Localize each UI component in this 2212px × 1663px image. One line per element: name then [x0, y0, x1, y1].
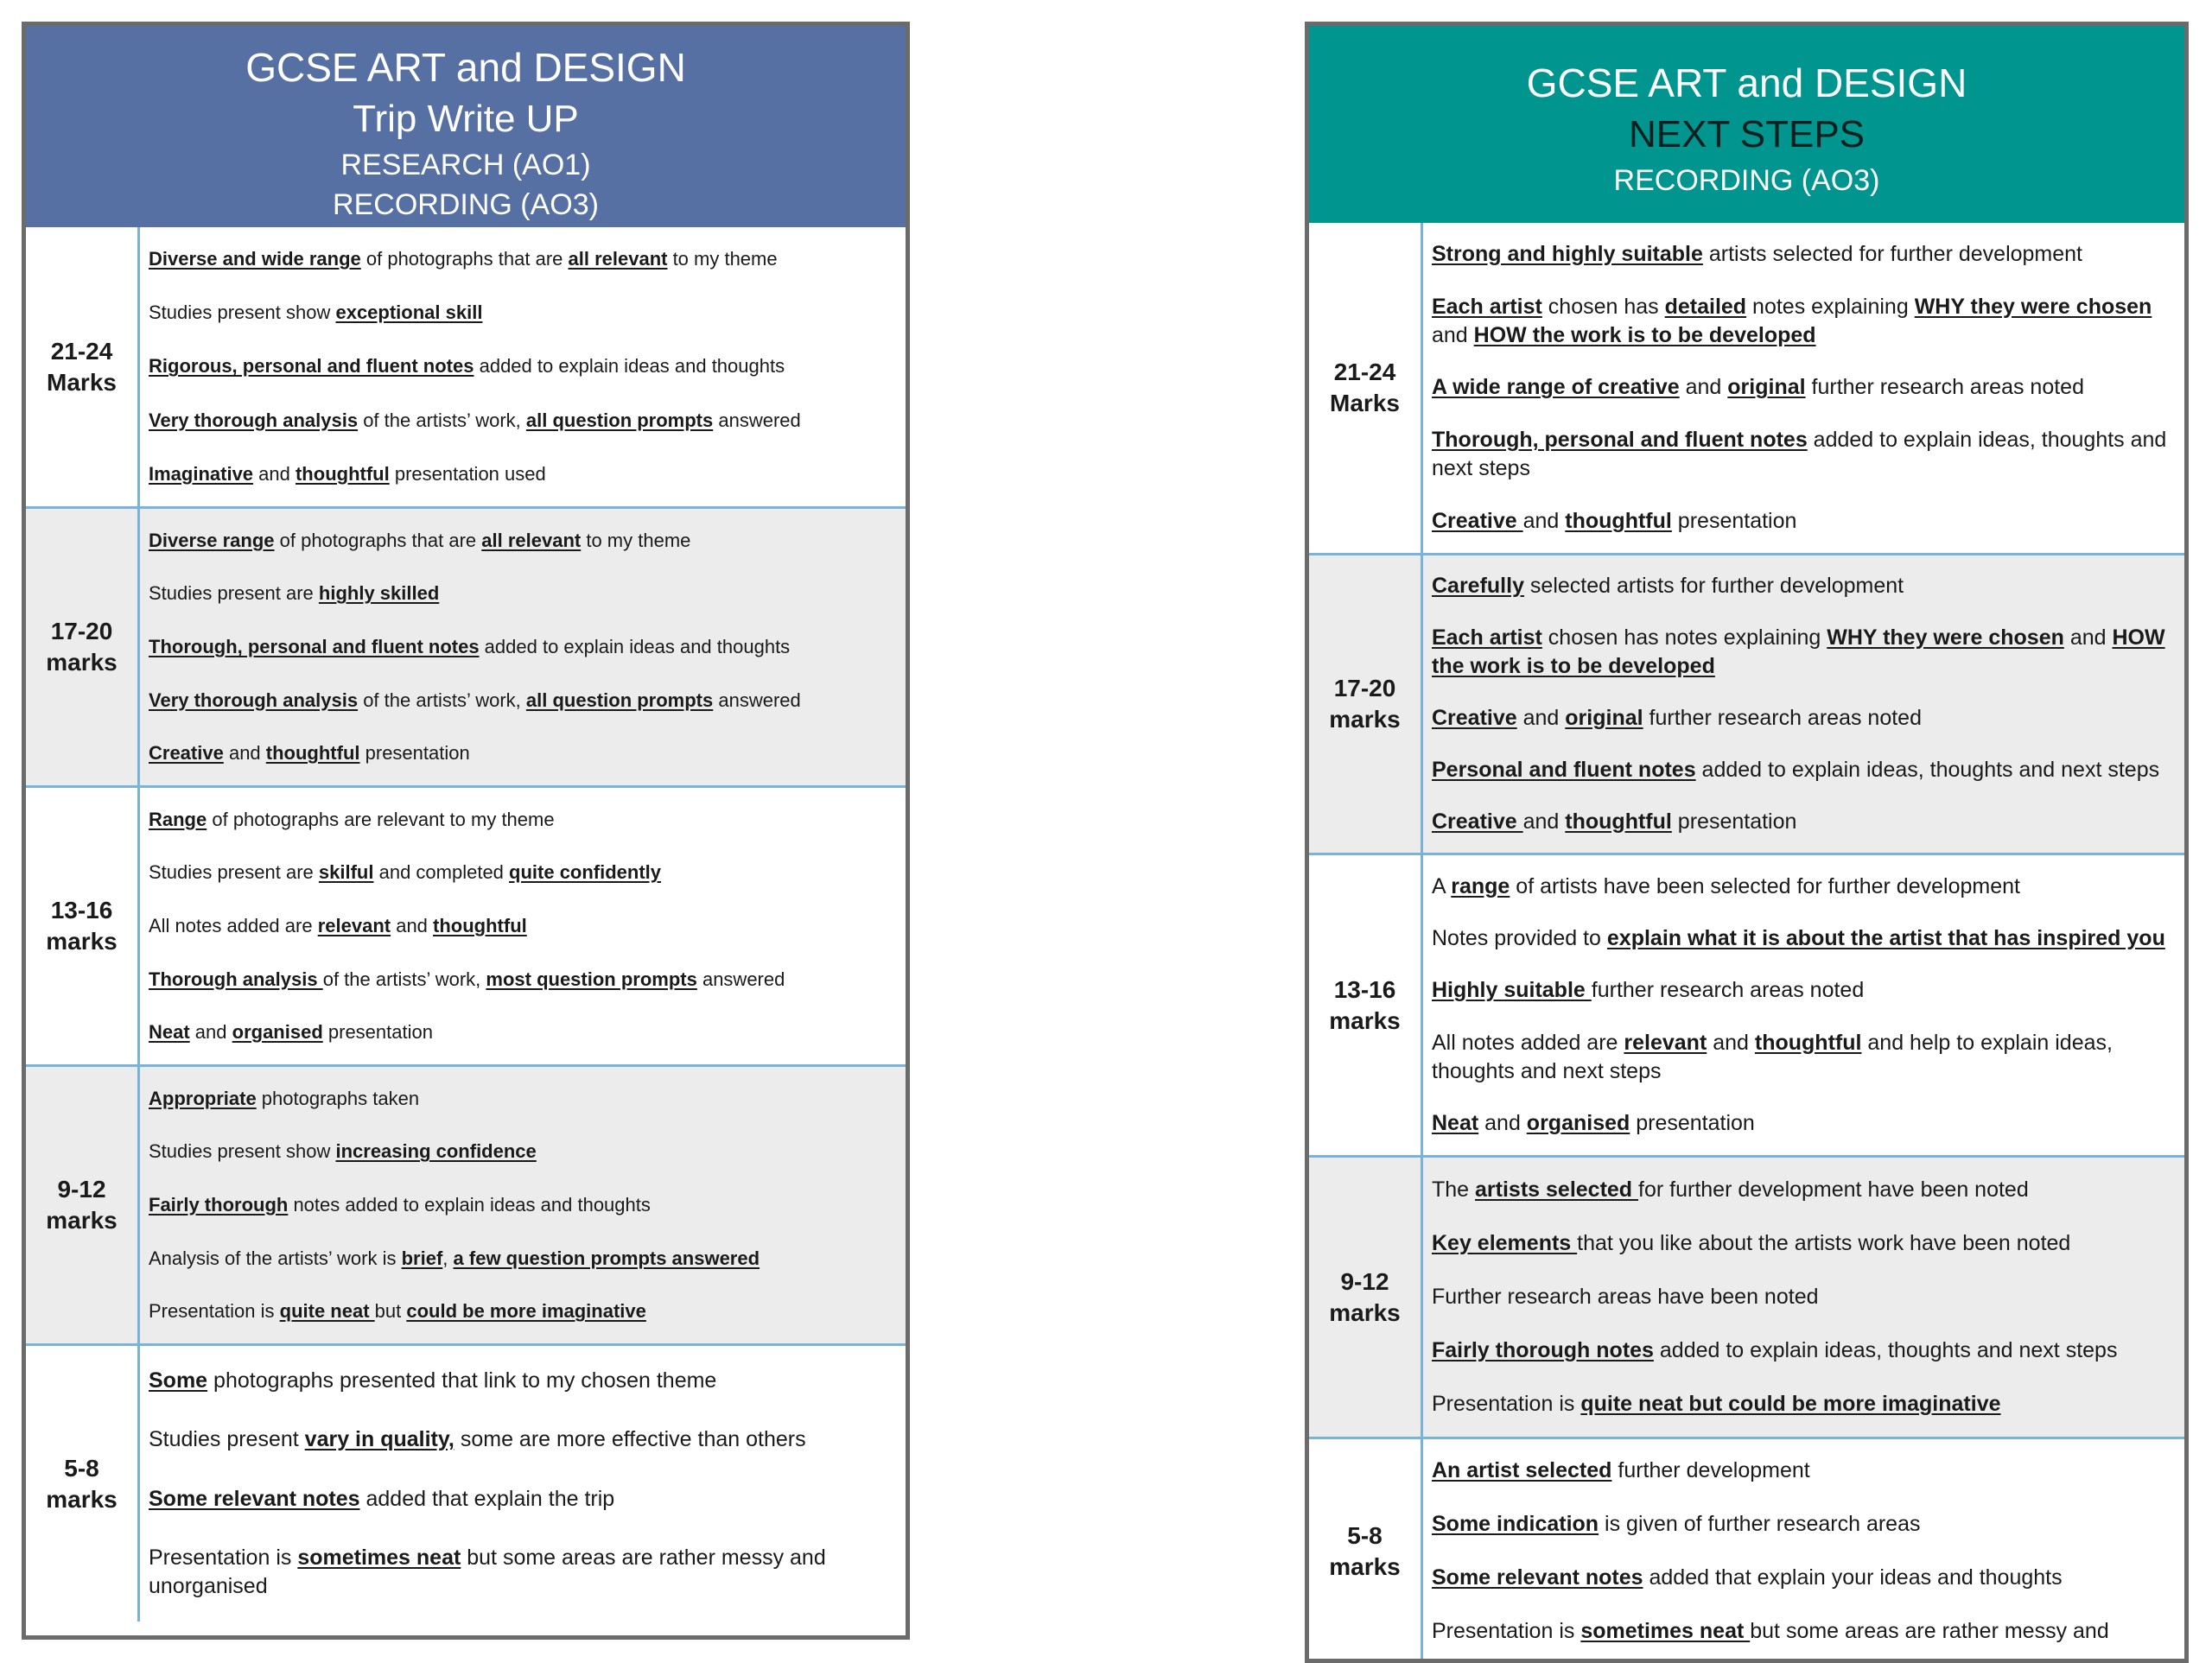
- criterion-text: and: [1707, 1030, 1755, 1055]
- criterion-emphasis: thoughtful: [1565, 509, 1672, 534]
- criterion: [1432, 1229, 2174, 1258]
- mark-range: 5-8: [1347, 1521, 1382, 1549]
- assessment-objective: RECORDING (AO3): [333, 188, 599, 221]
- criterion: [149, 1544, 895, 1601]
- criterion-text: photographs presented that link to my chosen theme: [207, 1368, 717, 1393]
- criterion-text: and: [1522, 509, 1566, 534]
- mark-range: 17-20: [50, 618, 113, 644]
- criterion-text: is given of further research areas: [1599, 1512, 1921, 1537]
- mark-range: 13-16: [1333, 975, 1396, 1003]
- criterion-emphasis: An artist selected: [1432, 1458, 1612, 1483]
- criterion: [1432, 1457, 2174, 1485]
- criterion-emphasis: Personal and fluent notes: [1432, 757, 1696, 782]
- criterion: [1432, 1336, 2174, 1365]
- criteria-list: [1423, 1439, 2184, 1663]
- criterion-emphasis: sometimes neat: [1580, 1618, 1751, 1643]
- criterion-text: All notes added are: [1432, 1030, 1624, 1055]
- mark-unit: Marks: [1330, 390, 1400, 416]
- criterion: [1432, 1564, 2174, 1592]
- criterion-emphasis: Creative: [149, 742, 224, 765]
- criterion-text: notes added to explain ideas and thoughts: [288, 1193, 651, 1216]
- criterion-emphasis: HOW the work is to be developed: [1473, 322, 1816, 347]
- criterion-emphasis: Some relevant notes: [1432, 1565, 1643, 1590]
- mark-unit: marks: [46, 928, 118, 955]
- criterion-emphasis: Thorough analysis: [149, 968, 323, 990]
- criterion-text: A: [1432, 873, 1452, 898]
- next-steps-sheet: [1305, 22, 2189, 1663]
- criterion-text: further research areas noted: [1643, 705, 1922, 730]
- mark-unit: marks: [1329, 1298, 1401, 1326]
- sheet-subtitle: NEXT STEPS: [1628, 113, 1866, 156]
- criterion-emphasis: Strong and highly suitable: [1432, 241, 1703, 266]
- criterion-emphasis: original: [1727, 375, 1806, 400]
- criterion-text: to my theme: [667, 248, 778, 270]
- criterion-emphasis: Some indication: [1432, 1512, 1599, 1537]
- criterion-text: and: [253, 462, 296, 485]
- criterion-emphasis: all question prompts: [525, 409, 714, 431]
- criterion-text: presentation: [359, 742, 470, 765]
- criterion: [149, 1019, 895, 1045]
- criterion: [149, 1298, 895, 1324]
- criterion-emphasis: Each artist: [1432, 625, 1542, 651]
- criterion: [149, 1086, 895, 1112]
- criterion-text: of the artists’ work,: [358, 409, 526, 431]
- criterion-text: notes explaining: [1746, 294, 1915, 319]
- criterion-emphasis: Very thorough analysis: [149, 689, 359, 711]
- criterion: [1432, 808, 2174, 836]
- criterion-emphasis: Imaginative: [149, 462, 254, 485]
- criterion: [1432, 293, 2174, 350]
- mark-range-label: [1309, 855, 1423, 1155]
- criterion-text: but some areas are rather messy and: [1750, 1618, 2109, 1643]
- criterion: [149, 1425, 895, 1454]
- criterion-emphasis: all relevant: [481, 529, 582, 551]
- mark-band: [1309, 853, 2184, 1155]
- criterion-text: of the artists’ work,: [358, 689, 526, 711]
- criterion-emphasis: Some: [149, 1368, 208, 1393]
- criterion-text: added to explain ideas and thoughts: [479, 635, 791, 657]
- criterion-text: presentation: [1671, 809, 1797, 834]
- criterion: [1432, 756, 2174, 784]
- criterion-emphasis: Rigorous, personal and fluent notes: [149, 355, 474, 378]
- criterion-emphasis: A wide range of creative: [1432, 375, 1680, 400]
- criteria-list: [1423, 855, 2184, 1155]
- mark-band: [1309, 223, 2184, 553]
- criterion-text: and: [1516, 705, 1566, 730]
- criterion-text: ,: [442, 1247, 454, 1269]
- mark-unit: marks: [46, 649, 118, 676]
- mark-band: [1309, 1437, 2184, 1663]
- criterion-emphasis: a few question prompts answered: [453, 1247, 760, 1269]
- mark-bands: [1309, 223, 2184, 1663]
- criterion-emphasis: WHY they were chosen: [1827, 625, 2064, 651]
- criterion-emphasis: Some relevant notes: [149, 1486, 360, 1511]
- criterion-emphasis: Neat: [149, 1021, 190, 1044]
- criterion-text: answered: [696, 968, 785, 990]
- criterion: [1432, 1617, 2174, 1646]
- criterion-text: but: [374, 1300, 407, 1323]
- mark-range-label: [26, 1067, 140, 1343]
- mark-unit: marks: [46, 1485, 118, 1513]
- criterion-emphasis: Range: [149, 808, 207, 830]
- criterion: [149, 913, 895, 939]
- criterion-text: that you like about the artists work have been noted: [1577, 1230, 2071, 1255]
- criterion: [149, 528, 895, 554]
- criterion: [149, 1485, 895, 1514]
- criteria-list: [1423, 555, 2184, 853]
- criterion: [1432, 1510, 2174, 1539]
- criterion-text: and completed: [373, 861, 510, 884]
- mark-unit: marks: [1329, 1006, 1401, 1034]
- mark-band: [1309, 553, 2184, 853]
- mark-band: [26, 785, 906, 1064]
- criterion-text: further research areas noted: [1805, 375, 2084, 400]
- mark-range: 9-12: [57, 1176, 106, 1203]
- criterion-text: and: [1478, 1111, 1527, 1136]
- criterion: [1432, 373, 2174, 402]
- criterion-emphasis: exceptional skill: [335, 301, 483, 324]
- criterion-emphasis: all question prompts: [525, 689, 714, 711]
- criterion-emphasis: Fairly thorough: [149, 1193, 289, 1216]
- criterion-text: selected artists for further development: [1523, 574, 1904, 599]
- criterion-text: presentation: [1671, 509, 1797, 534]
- criterion-text: Presentation is: [149, 1546, 298, 1571]
- criterion-text: Studies present: [149, 1427, 305, 1452]
- criterion-text: Further research areas have been noted: [1432, 1284, 1819, 1309]
- criterion: [1432, 976, 2174, 1005]
- criterion-emphasis: highly skilled: [318, 582, 440, 605]
- criterion-emphasis: thoughtful: [1754, 1030, 1862, 1055]
- criterion: [1432, 704, 2174, 733]
- criterion-emphasis: most question prompts: [486, 968, 697, 990]
- mark-band: [26, 1064, 906, 1343]
- criterion-text: Presentation is: [149, 1300, 280, 1323]
- criterion-text: Studies present show: [149, 1140, 336, 1163]
- mark-band: [26, 227, 906, 506]
- criterion: [149, 634, 895, 660]
- criterion-text: and: [391, 914, 434, 936]
- criterion: [149, 1246, 895, 1272]
- criterion-text: some are more effective than others: [454, 1427, 806, 1452]
- sheet-header: [1309, 26, 2184, 223]
- criterion: [149, 1367, 895, 1395]
- criterion-text: and: [1522, 809, 1566, 834]
- mark-range: 9-12: [1340, 1267, 1389, 1295]
- criterion-text: chosen has notes explaining: [1541, 625, 1827, 651]
- sheet-subtitle: Trip Write UP: [353, 98, 579, 140]
- criterion-text: of artists have been selected for further development: [1510, 873, 2020, 898]
- criteria-list: [140, 1067, 906, 1343]
- criterion-text: added to explain ideas and thoughts: [474, 355, 785, 378]
- criterion-emphasis: quite confidently: [509, 861, 662, 884]
- criterion-emphasis: WHY they were chosen: [1914, 294, 2152, 319]
- criterion-emphasis: relevant: [317, 914, 391, 936]
- mark-range-label: [26, 1346, 140, 1622]
- criterion-text: added to explain ideas, thoughts and next steps: [1432, 428, 2167, 481]
- criterion: [149, 688, 895, 714]
- mark-range-label: [1309, 223, 1423, 553]
- sheet-title: GCSE ART and DESIGN: [245, 45, 686, 90]
- criterion: [149, 353, 895, 379]
- criterion-emphasis: Key elements: [1432, 1230, 1578, 1255]
- criterion-emphasis: brief: [401, 1247, 443, 1269]
- criterion-emphasis: could be more imaginative: [406, 1300, 646, 1323]
- criterion-emphasis: thoughtful: [265, 742, 360, 765]
- criterion: [1432, 507, 2174, 536]
- mark-range: 21-24: [50, 337, 113, 365]
- criterion-text: further research areas noted: [1591, 978, 1865, 1003]
- criterion-emphasis: Neat: [1432, 1111, 1479, 1136]
- sheet-header: [26, 26, 906, 227]
- criterion-text: Presentation is: [1432, 1392, 1581, 1417]
- criterion: [1432, 1029, 2174, 1086]
- assessment-objective: RECORDING (AO3): [1613, 164, 1880, 197]
- criterion-text: and: [189, 1021, 232, 1044]
- criterion-emphasis: Thorough, personal and fluent notes: [1432, 428, 1808, 453]
- criterion-text: and: [223, 742, 266, 765]
- criterion-emphasis: thoughtful: [433, 914, 527, 936]
- criterion-text: Notes provided to: [1432, 926, 1607, 951]
- criterion: [1432, 240, 2174, 269]
- criterion-emphasis: sometimes neat: [297, 1546, 461, 1571]
- criterion-emphasis: range: [1451, 873, 1510, 898]
- mark-range-label: [26, 788, 140, 1064]
- criteria-list: [1423, 1158, 2184, 1437]
- criterion-emphasis: all relevant: [568, 248, 668, 270]
- criterion-emphasis: quite neat but could be more imaginative: [1580, 1392, 2001, 1417]
- criterion: [1432, 426, 2174, 483]
- criterion-emphasis: Creative: [1432, 705, 1517, 730]
- criterion-emphasis: Thorough, personal and fluent notes: [149, 635, 480, 657]
- criterion: [1432, 1283, 2174, 1311]
- criterion-text: presentation: [322, 1021, 433, 1044]
- mark-unit: Marks: [47, 368, 117, 396]
- criterion-emphasis: Highly suitable: [1432, 978, 1592, 1003]
- criterion-text: All notes added are: [149, 914, 318, 936]
- criterion-text: Analysis of the artists’ work is: [149, 1247, 402, 1269]
- mark-band: [26, 506, 906, 785]
- criterion-emphasis: Creative: [1432, 809, 1523, 834]
- criterion-text: presentation: [1630, 1111, 1755, 1136]
- criterion: [149, 461, 895, 487]
- trip-write-up-sheet: [22, 22, 910, 1640]
- criterion: [149, 1192, 895, 1218]
- mark-band: [1309, 1155, 2184, 1437]
- criterion-text: to my theme: [581, 529, 691, 551]
- criterion: [149, 807, 895, 833]
- criterion-text: presentation used: [389, 462, 546, 485]
- criterion: [149, 1139, 895, 1165]
- criterion-text: but some areas are rather messy and unorganised: [149, 1546, 826, 1599]
- mark-unit: marks: [1329, 1552, 1401, 1580]
- sheet-title: GCSE ART and DESIGN: [1526, 60, 1967, 105]
- criterion-text: and: [2063, 625, 2113, 651]
- criterion: [149, 246, 895, 272]
- criterion-emphasis: detailed: [1664, 294, 1747, 319]
- criterion-emphasis: Very thorough analysis: [149, 409, 359, 431]
- criterion-emphasis: Each artist: [1432, 294, 1542, 319]
- mark-range: 17-20: [1333, 675, 1396, 701]
- criterion-text: further development: [1611, 1458, 1810, 1483]
- criteria-list: [140, 509, 906, 785]
- assessment-objective: RESEARCH (AO1): [340, 149, 591, 181]
- mark-range-label: [26, 509, 140, 785]
- criteria-list: [140, 788, 906, 1064]
- criterion: [1432, 624, 2174, 681]
- criterion-emphasis: relevant: [1624, 1030, 1707, 1055]
- criteria-list: [1423, 223, 2184, 553]
- criteria-list: [140, 1346, 906, 1622]
- criterion-emphasis: artists selected: [1475, 1177, 1639, 1202]
- criterion: [149, 581, 895, 606]
- criterion-text: answered: [713, 409, 801, 431]
- criterion-emphasis: organised: [232, 1021, 323, 1044]
- criterion: [149, 967, 895, 993]
- criterion: [1432, 1176, 2174, 1204]
- mark-range: 13-16: [50, 897, 113, 924]
- criterion: [149, 300, 895, 326]
- criterion: [1432, 1109, 2174, 1138]
- criterion-emphasis: organised: [1526, 1111, 1630, 1136]
- criterion-text: and help to explain ideas, thoughts and next steps: [1432, 1030, 2113, 1083]
- mark-range: 5-8: [64, 1454, 99, 1482]
- criterion: [149, 740, 895, 766]
- criterion: [149, 860, 895, 885]
- criterion-emphasis: Fairly thorough notes: [1432, 1338, 1654, 1363]
- criterion-emphasis: Appropriate: [149, 1087, 257, 1109]
- criterion-text: and: [1679, 375, 1728, 400]
- criterion-emphasis: skilful: [318, 861, 374, 884]
- criterion-text: for further development have been noted: [1638, 1177, 2029, 1202]
- mark-bands: [26, 227, 906, 1622]
- criterion-text: The: [1432, 1177, 1476, 1202]
- criterion-text: artists selected for further development: [1702, 241, 2083, 266]
- criterion-emphasis: Carefully: [1432, 574, 1524, 599]
- mark-range-label: [1309, 1158, 1423, 1437]
- criterion-text: Studies present are: [149, 861, 319, 884]
- criterion-text: answered: [713, 689, 801, 711]
- criterion-text: chosen has: [1541, 294, 1665, 319]
- mark-band: [26, 1343, 906, 1622]
- criterion-emphasis: quite neat: [279, 1300, 375, 1323]
- mark-unit: marks: [46, 1207, 118, 1234]
- mark-range: 21-24: [1333, 359, 1396, 385]
- criterion-emphasis: Creative: [1432, 509, 1523, 534]
- criterion-emphasis: original: [1565, 705, 1643, 730]
- criterion-text: added to explain ideas, thoughts and next steps: [1695, 757, 2160, 782]
- criterion: [1432, 873, 2174, 901]
- criterion-text: photographs taken: [256, 1087, 420, 1109]
- criterion-text: Studies present show: [149, 301, 336, 324]
- criterion-emphasis: HOW the work is to be developed: [1432, 625, 2165, 679]
- criterion-text: added that explain the trip: [359, 1486, 615, 1511]
- criterion: [1432, 924, 2174, 953]
- criterion: [1432, 572, 2174, 600]
- criterion-text: added to explain ideas, thoughts and next steps: [1653, 1338, 2118, 1363]
- criterion-text: of photographs that are: [274, 529, 482, 551]
- criterion-emphasis: increasing confidence: [335, 1140, 537, 1163]
- criterion-emphasis: explain what it is about the artist that has inspired you: [1606, 926, 2165, 951]
- criterion: [149, 408, 895, 434]
- criterion: [1432, 1390, 2174, 1419]
- criterion-text: of the artists’ work,: [322, 968, 486, 990]
- criterion-text: of photographs that are: [360, 248, 569, 270]
- mark-range-label: [1309, 1439, 1423, 1663]
- mark-unit: marks: [1329, 706, 1401, 733]
- mark-range-label: [1309, 555, 1423, 853]
- criterion-text: added that explain your ideas and thoughts: [1643, 1565, 2063, 1590]
- mark-range-label: [26, 227, 140, 506]
- criterion-emphasis: thoughtful: [295, 462, 390, 485]
- criteria-list: [140, 227, 906, 506]
- criterion-emphasis: vary in quality,: [304, 1427, 454, 1452]
- criterion-emphasis: thoughtful: [1565, 809, 1672, 834]
- criterion-emphasis: Diverse range: [149, 529, 275, 551]
- criterion-text: and: [1432, 322, 1474, 347]
- criterion-text: Studies present are: [149, 582, 319, 605]
- criterion-text: of photographs are relevant to my theme: [207, 808, 555, 830]
- criterion-text: Presentation is: [1432, 1618, 1581, 1643]
- criterion-emphasis: Diverse and wide range: [149, 248, 361, 270]
